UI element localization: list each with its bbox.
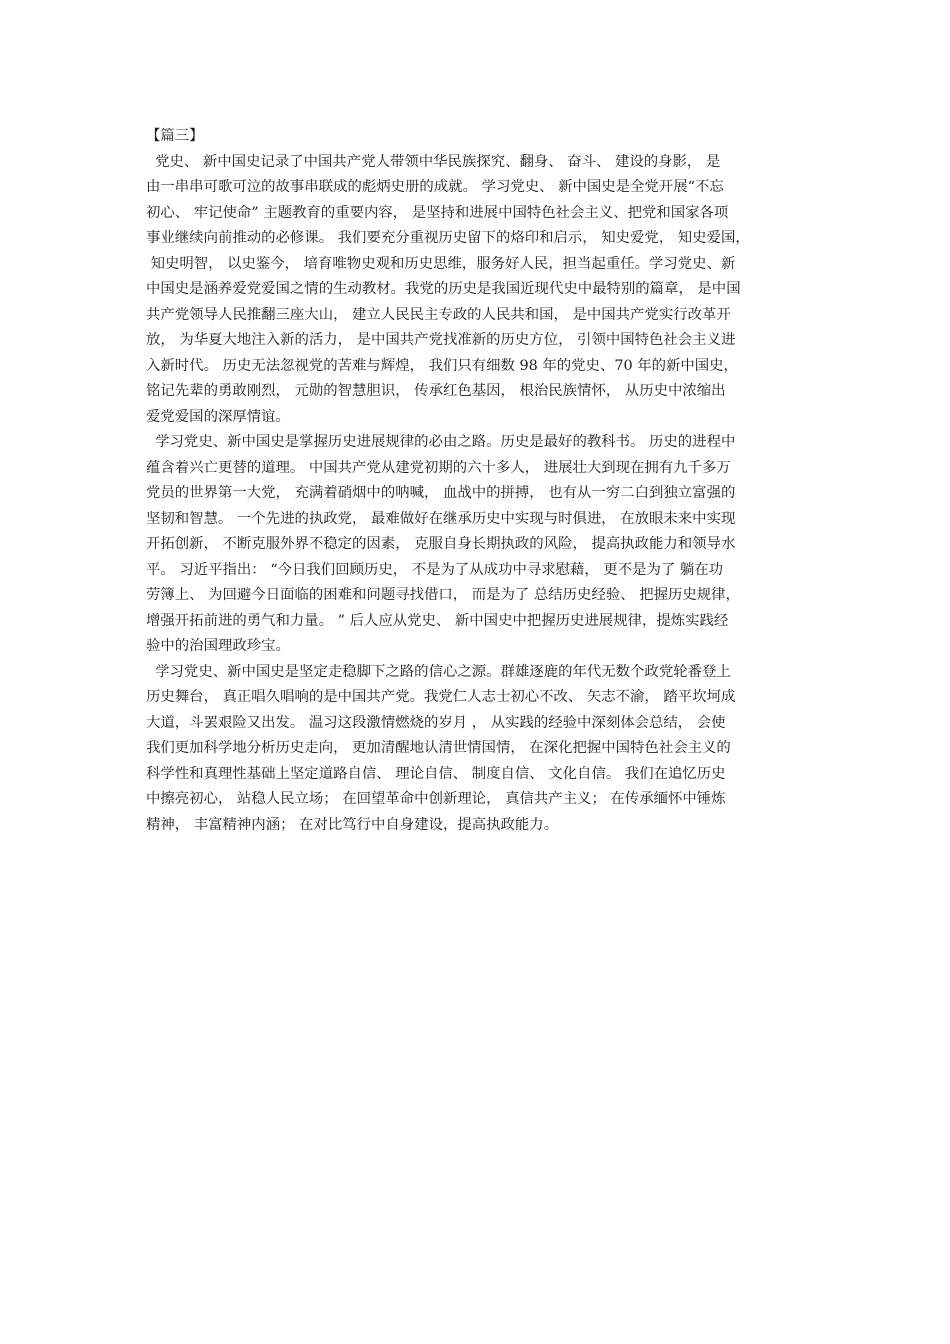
text-line: 精神， 丰富精神内涵； 在对比笃行中自身建设，提高执政能力。 bbox=[146, 816, 559, 833]
text-line: 开拓创新， 不断克服外界不稳定的因素， 克服自身长期执政的风险， 提高执政能力和领导水 bbox=[146, 536, 736, 552]
text-line: 平。 习近平指出： “今日我们回顾历史， 不是为了从成功中寻求慰藉， 更不是为了 躺在功 bbox=[146, 561, 724, 578]
text-line: 科学性和真理性基础上坚定道路自信、 理论自信、 制度自信、 文化自信。 我们在追忆历史 bbox=[146, 765, 726, 782]
text-line: 初心、 牢记使命” 主题教育的重要内容， 是坚持和进展中国特色社会主义、把党和国家各项 bbox=[146, 204, 729, 221]
text-line: 中擦亮初心， 站稳人民立场； 在回望革命中创新理论， 真信共产主义； 在传承缅怀中锤炼 bbox=[146, 791, 726, 807]
text-line: 爱党爱国的深厚情谊。 bbox=[146, 408, 290, 425]
text-line: 事业继续向前推动的必修课。 我们要充分重视历史留下的烙印和启示， 知史爱党， 知史爱国， bbox=[146, 230, 750, 246]
text-line: 学习党史、新中国史是坚定走稳脚下之路的信心之源。群雄逐鹿的年代无数个政党轮番登上 bbox=[146, 663, 731, 680]
paragraph-1 bbox=[146, 150, 816, 431]
paragraph-3 bbox=[146, 660, 816, 839]
text-line: 坚韧和智慧。 一个先进的执政党， 最难做好在继承历史中实现与时俱进， 在放眼未来中实现 bbox=[146, 510, 736, 527]
text-line: 我们更加科学地分析历史走向， 更加清醒地认清世情国情， 在深化把握中国特色社会主义的 bbox=[146, 740, 731, 756]
text-line: 中国史是涵养爱党爱国之情的生动教材。我党的历史是我国近现代史中最特别的篇章， 是中国 bbox=[146, 281, 741, 297]
text-line: 共产党领导人民推翻三座大山， 建立人民民主专政的人民共和国， 是中国共产党实行改革开 bbox=[146, 306, 731, 323]
text-line: 劳簿上、 为回避今日面临的困难和问题寻找借口， 而是为了 总结历史经验、 把握历史规律， bbox=[146, 587, 740, 603]
text-line: 党史、 新中国史记录了中国共产党人带领中华民族探究、翻身、 奋斗、 建设的身影， 是 bbox=[146, 153, 721, 170]
paragraph-2 bbox=[146, 430, 816, 660]
text-line: 增强开拓前进的勇气和力量。 ” 后人应从党史、 新中国史中把握历史进展规律，提炼实践经 bbox=[146, 612, 729, 629]
text-line: 验中的治国理政珍宝。 bbox=[146, 638, 290, 654]
text-line: 由一串串可歌可泣的故事串联成的彪炳史册的成就。 学习党史、 新中国史是全党开展“不忘 bbox=[146, 179, 724, 195]
text-line: 蕴含着兴亡更替的道理。 中国共产党从建党初期的六十多人， 进展壮大到现在拥有九千多万 bbox=[146, 459, 731, 476]
text-line: 党员的世界第一大党， 充满着硝烟中的呐喊， 血战中的拼搏， 也有从一穷二白到独立富强的 bbox=[146, 485, 736, 501]
document-body bbox=[146, 124, 816, 838]
text-line: 知史明智， 以史鉴今， 培育唯物史观和历史思维，服务好人民，担当起重任。学习党史、新 bbox=[146, 255, 736, 272]
text-line: 入新时代。 历史无法忽视党的苦难与辉煌， 我们只有细数 98 年的党史、70 年的新中国史， bbox=[146, 357, 738, 374]
text-line: 铭记先辈的勇敢刚烈， 元勋的智慧胆识， 传承红色基因， 根治民族情怀， 从历史中浓缩出 bbox=[146, 383, 726, 399]
text-line: 大道，斗罢艰险又出发。 温习这段激情燃烧的岁月 ， 从实践的经验中深刻体会总结， 会使 bbox=[146, 714, 726, 731]
section-heading: 【篇三】 bbox=[146, 128, 204, 144]
text-line: 历史舞台， 真正唱久唱响的是中国共产党。我党仁人志士初心不改、 矢志不渝， 踏平坎坷成 bbox=[146, 689, 736, 705]
text-line: 放， 为华夏大地注入新的活力， 是中国共产党找准新的历史方位， 引领中国特色社会主义进 bbox=[146, 332, 736, 348]
text-line: 学习党史、新中国史是掌握历史进展规律的必由之路。历史是最好的教科书。 历史的进程中 bbox=[146, 434, 736, 450]
